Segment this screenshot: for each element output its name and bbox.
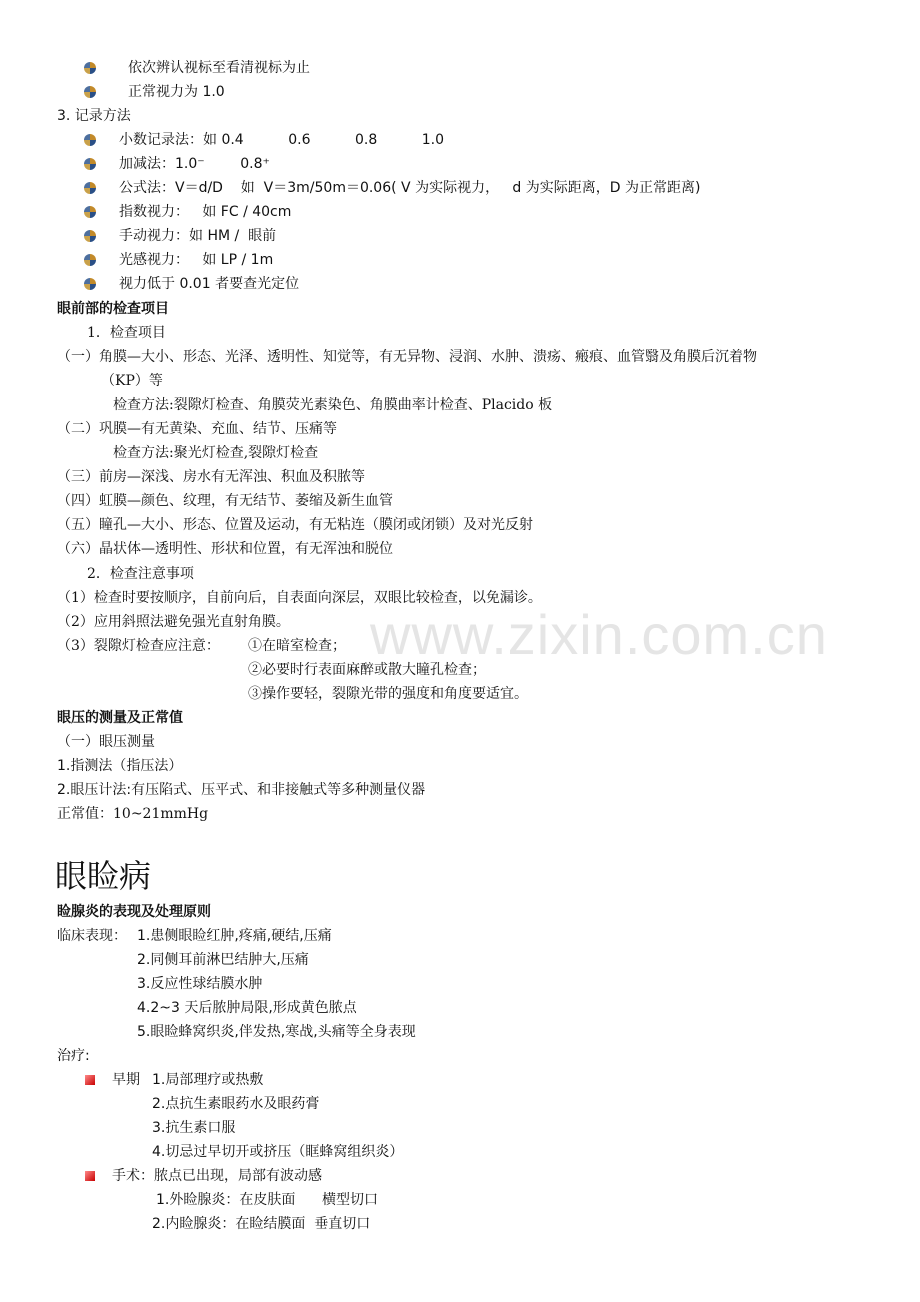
surgery-label: 手术：脓点已出现，局部有波动感 — [112, 1168, 322, 1184]
anterior-item: 检查方法:裂隙灯检查、角膜荧光素染色、角膜曲率计检查、Placido 板 — [113, 397, 553, 413]
bullet-icon — [84, 278, 96, 290]
eyelid-heading: 睑腺炎的表现及处理原则 — [57, 904, 211, 920]
bullet-text: 依次辨认视标至看清视标为止 — [128, 60, 310, 76]
surgery-item: 1.外睑腺炎：在皮肤面 横型切口 — [156, 1192, 379, 1208]
record-item: 手动视力：如 HM / 眼前 — [119, 228, 277, 244]
record-item: 小数记录法：如 0.4 0.6 0.8 1.0 — [119, 132, 445, 148]
bullet-square-icon — [85, 1171, 95, 1181]
anterior-note: ①在暗室检查； — [248, 638, 346, 654]
iop-line: 1.指测法（指压法） — [57, 758, 183, 774]
early-item: 1.局部理疗或热敷 — [152, 1072, 264, 1088]
record-heading: 3. 记录方法 — [57, 108, 131, 124]
surgery-item: 2.内睑腺炎：在睑结膜面 垂直切口 — [152, 1216, 371, 1232]
record-item: 公式法：V＝d/D 如 V＝3m/50m＝0.06( V 为实际视力， d 为实际距离，D 为正常距离) — [119, 180, 701, 196]
clinical-item: 2.同侧耳前淋巴结肿大,压痛 — [137, 952, 309, 968]
anterior-item: （五）瞳孔—大小、形态、位置及运动，有无粘连（膜闭或闭锁）及对光反射 — [57, 517, 533, 533]
anterior-item: （一）角膜—大小、形态、光泽、透明性、知觉等，有无异物、浸润、水肿、溃疡、瘢痕、血管翳及角膜后沉着物 — [57, 349, 757, 365]
anterior-note: （1）检查时要按顺序，自前向后，自表面向深层，双眼比较检查，以免漏诊。 — [57, 590, 542, 606]
early-item: 4.切忌过早切开或挤压（眶蜂窝组织炎） — [152, 1144, 404, 1160]
bullet-icon — [84, 230, 96, 242]
treatment-label: 治疗: — [57, 1048, 90, 1064]
record-item: 加减法：1.0⁻ 0.8⁺ — [119, 156, 270, 172]
anterior-note: （2）应用斜照法避免强光直射角膜。 — [57, 614, 290, 630]
early-label: 早期 — [112, 1072, 140, 1088]
anterior-item: （二）巩膜—有无黄染、充血、结节、压痛等 — [57, 421, 337, 437]
anterior-sub2: 2．检查注意事项 — [87, 566, 194, 582]
anterior-item: （六）晶状体—透明性、形状和位置，有无浑浊和脱位 — [57, 541, 393, 557]
anterior-item: （四）虹膜—颜色、纹理，有无结节、萎缩及新生血管 — [57, 493, 393, 509]
anterior-item: （三）前房—深浅、房水有无浑浊、积血及积脓等 — [57, 469, 365, 485]
anterior-note: ③操作要轻，裂隙光带的强度和角度要适宜。 — [248, 686, 528, 702]
anterior-sub1: 1．检查项目 — [87, 325, 166, 341]
bullet-square-icon — [85, 1075, 95, 1085]
bullet-icon — [84, 182, 96, 194]
iop-heading: 眼压的测量及正常值 — [57, 710, 183, 726]
clinical-item: 3.反应性球结膜水肿 — [137, 976, 263, 992]
bullet-icon — [84, 206, 96, 218]
bullet-text: 正常视力为 1.0 — [128, 84, 225, 100]
clinical-item: 1.患侧眼睑红肿,疼痛,硬结,压痛 — [137, 928, 332, 944]
record-item: 指数视力： 如 FC / 40cm — [119, 204, 292, 220]
anterior-item: （KP）等 — [101, 373, 163, 389]
anterior-note: ②必要时行表面麻醉或散大瞳孔检查； — [248, 662, 486, 678]
clinical-label: 临床表现： — [57, 928, 127, 944]
bullet-icon — [84, 134, 96, 146]
iop-line: 2.眼压计法:有压陷式、压平式、和非接触式等多种测量仪器 — [57, 782, 426, 798]
page-title: 眼睑病 — [55, 857, 152, 895]
bullet-icon — [84, 86, 96, 98]
clinical-item: 5.眼睑蜂窝织炎,伴发热,寒战,头痛等全身表现 — [137, 1024, 416, 1040]
record-item: 光感视力： 如 LP / 1m — [119, 252, 274, 268]
anterior-item: 检查方法:聚光灯检查,裂隙灯检查 — [113, 445, 319, 461]
bullet-icon — [84, 62, 96, 74]
bullet-icon — [84, 254, 96, 266]
early-item: 2.点抗生素眼药水及眼药膏 — [152, 1096, 320, 1112]
record-item: 视力低于 0.01 者要查光定位 — [119, 276, 300, 292]
clinical-item: 4.2~3 天后脓肿局限,形成黄色脓点 — [137, 1000, 357, 1016]
early-item: 3.抗生素口服 — [152, 1120, 236, 1136]
iop-line: 正常值：10~21mmHg — [57, 806, 209, 822]
anterior-heading: 眼前部的检查项目 — [57, 301, 169, 317]
anterior-note: （3）裂隙灯检查应注意： — [57, 638, 220, 654]
bullet-icon — [84, 158, 96, 170]
watermark: www.zixin.com.cn — [370, 603, 828, 666]
iop-line: （一）眼压测量 — [57, 734, 155, 750]
